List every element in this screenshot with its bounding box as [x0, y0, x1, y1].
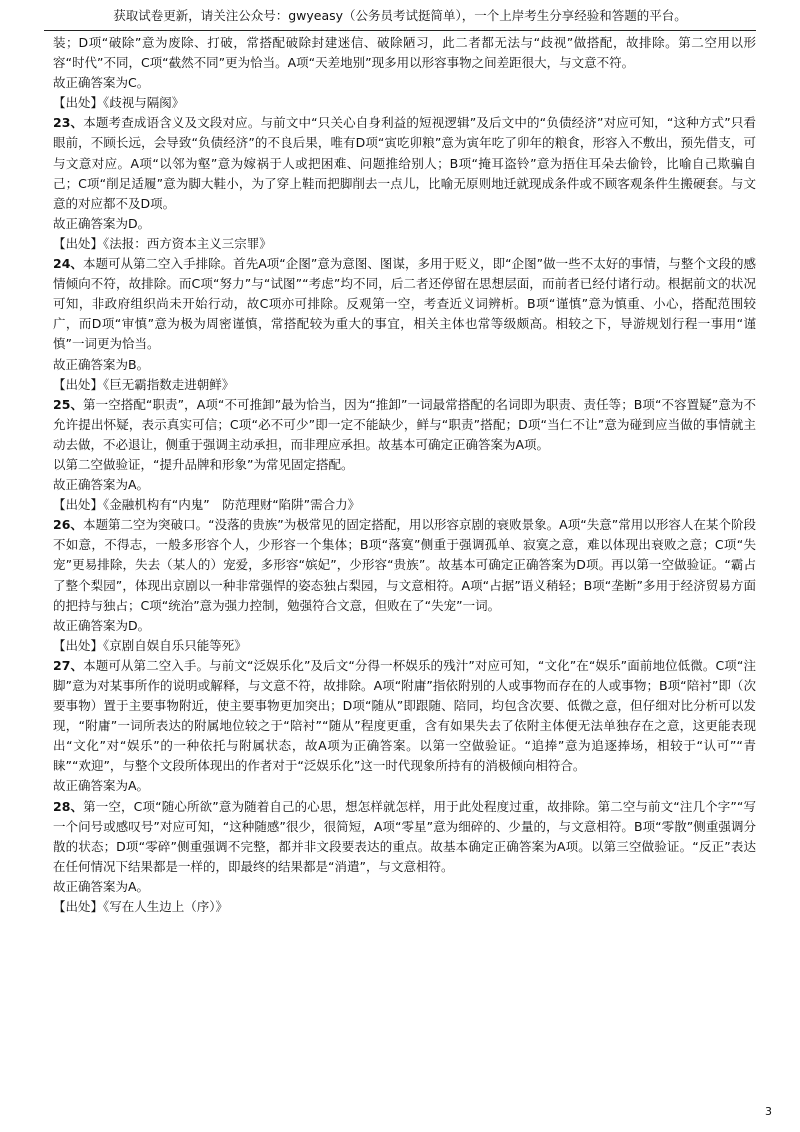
- answer-27: 故正确答案为A。: [53, 778, 150, 794]
- answer-26: 故正确答案为D。: [53, 617, 151, 633]
- question-23: [53, 113, 756, 213]
- question-text: 本题可从第二空入手。与前文“泛娱乐化”及后文“分得一杯娱乐的残汁”对应可知，“文化”在“娱乐”面前地位低微。C项“注脚”意为对某事所作的说明或解释，与文意不符，故排除。A项“附庸”指依附别的人或事物而存在的人或事物；B项“陪衬”即（次要事物）置于主要事物附近，使主要事物更加突出；D项“随从”即跟随、陪同，均包含次要、低微之意，但仔细对比分析可以发现，“附庸”一词所表达的附属地位较之于“陪衬”“随从”程度更重，含有如果失去了依附主体便无法单独存在之意，这更能表现出“文化”对“娱乐”的一种依托与附属状态，故A项为正确答案。以第一空做验证。“追捧”意为追逐捧场，相较于“认可”“青睐”“欢迎”，与整个文段所体现出的作者对于“泛娱乐化”这一时代现象所持有的消极倾向相符合。: [53, 657, 756, 774]
- source-24: 【出处】《巨无霸指数走进朝鲜》: [53, 376, 235, 392]
- question-text: 第一空搭配“职责”，A项“不可推卸”最为恰当，因为“推卸”一词最常搭配的名词即为职责、责任等；B项“不容置疑”意为不允许提出怀疑，表示真实可信；C项“必不可少”即一定不能缺少，鲜与“职责”搭配；D项“当仁不让”意为碰到应当做的事情就主动去做，不必退让，侧重于强调主动承担，而非理应承担。故基本可确定正确答案为A项。: [53, 396, 756, 452]
- question-28: [53, 797, 756, 877]
- page-number: 3: [765, 1105, 772, 1118]
- question-text: 第一空，C项“随心所欲”意为随着自己的心思，想怎样就怎样，用于此处程度过重，故排除。第二空与前文“注几个字”“写一个问号或感叹号”对应可知，“这种随感”很少，很简短，A项“零星”意为细碎的、少量的，与文意相符。B项“零散”侧重强调分散的状态；D项“零碎”侧重强调不完整，都并非文段要表达的重点。故基本确定正确答案为A项。以第三空做验证。“反正”表达在任何情况下结果都是一样的，即最终的结果都是“消遣”，与文意相符。: [53, 798, 756, 874]
- answer-25: 故正确答案为A。: [53, 477, 150, 493]
- question-24: [53, 254, 756, 354]
- question-number: 28、: [53, 798, 84, 814]
- header-text: 获取试卷更新，请关注公众号：gwyeasy（公务员考试挺简单），一个上岸考生分享经验和答题的平台。: [113, 8, 687, 23]
- source-28: 【出处】《写在人生边上（序）》: [53, 899, 229, 915]
- question-25-verification: 以第二空做验证，“提升品牌和形象”为常见固定搭配。: [53, 456, 354, 472]
- question-number: 24、: [53, 256, 83, 272]
- question-number: 25、: [53, 396, 84, 412]
- question-25: [53, 395, 756, 455]
- answer-28: 故正确答案为A。: [53, 878, 150, 894]
- question-number: 26、: [53, 517, 83, 533]
- answer-23: 故正确答案为D。: [53, 215, 151, 231]
- question-text: 本题第二空为突破口。“没落的贵族”为极常见的固定搭配，用以形容京剧的衰败景象。A项“失意”常用以形容人在某个阶段不如意，不得志，一般多形容个人，少形容一个集体；B项“落寞”侧重于强调孤单、寂寞之意，难以体现出衰败之意；C项“失宠”更易排除，失去（某人的）宠爱，多形容“嫔妃”，少形容“贵族”。故基本可确定正确答案为D项。再以第一空做验证。“霸占了整个梨园”，体现出京剧以一种非常强悍的姿态独占梨园，与文意相符。A项“占据”语义稍轻；B项“垄断”多用于经济贸易方面的把持与独占；C项“统治”意为强力控制，勉强符合文意，但败在了“失宠”一词。: [53, 517, 756, 613]
- source-26: 【出处】《京剧自娱自乐只能等死》: [53, 637, 247, 653]
- question-26: [53, 515, 756, 615]
- question-number: 23、: [53, 115, 84, 131]
- question-number: 27、: [53, 657, 84, 673]
- question-text: 本题考查成语含义及文段对应。与前文中“只关心自身利益的短视逻辑”及后文中的“负债经济”对应可知，“这种方式”只看眼前，不顾长远，会导致“负债经济”的不良后果，唯有D项“寅吃卯粮”意为寅年吃了卯年的粮食，形容入不敷出，预先借支，可与文意对应。A项“以邻为壑”意为嫁祸于人或把困难、问题推给别人；B项“掩耳盗铃”意为捂住耳朵去偷铃，比喻自己欺骗自己；C项“削足适履”意为脚大鞋小，为了穿上鞋而把脚削去一点儿，比喻无原则地迁就现成条件或不顾客观条件生搬硬套。与文意的对应都不及D项。: [53, 115, 757, 211]
- question-text: 本题可从第二空入手排除。首先A项“企图”意为意图、图谋，多用于贬义，即“企图”做一些不太好的事情，与整个文段的感情倾向不符，故排除。而C项“努力”与“试图”“考虑”均不同，后二者还停留在思想层面，而前者已经付诸行动。根据前文的状况可知，非政府组织尚未开始行动，故C项亦可排除。反观第一空，考查近义词辨析。B项“谨慎”意为慎重、小心，搭配范围较广，而D项“审慎”意为极为周密谨慎，常搭配较为重大的事宜，相关主体也常等级颇高。相较之下，导游规划行程一事用“谨慎”一词更为恰当。: [53, 256, 756, 352]
- question-27: [53, 656, 756, 777]
- answer-intro: 故正确答案为C。: [53, 75, 150, 91]
- answer-24: 故正确答案为B。: [53, 356, 150, 372]
- page-header: [44, 2, 756, 31]
- source-25: 【出处】《金融机构有“内鬼” 防范理财“陷阱”需合力》: [53, 497, 361, 513]
- source-intro: 【出处】《歧视与隔阂》: [53, 95, 185, 111]
- source-23: 【出处】《法报：西方资本主义三宗罪》: [53, 235, 272, 251]
- document-body: [53, 33, 756, 917]
- paragraph-intro: 装；D项“破除”意为废除、打破，常搭配破除封建迷信、破除陋习，此二者都无法与“歧视”做搭配，故排除。第二空用以形容“时代”不同，C项“截然不同”更为恰当。A项“天差地别”现多用以形容事物之间差距很大，与文意不符。: [53, 35, 756, 71]
